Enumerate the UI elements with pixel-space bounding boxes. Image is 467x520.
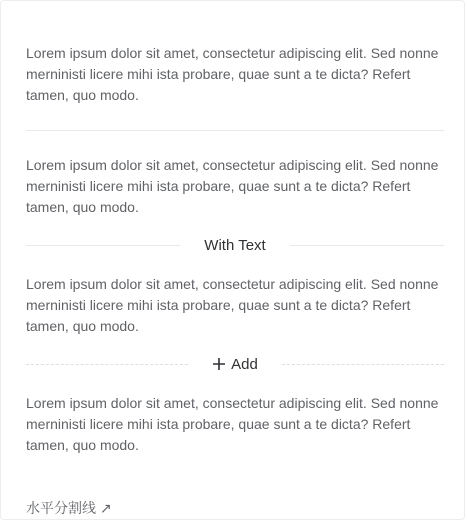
divider-line-left bbox=[26, 364, 188, 365]
horizontal-divider-link[interactable]: 水平分割线 ↗ bbox=[26, 500, 112, 516]
divider-line-right bbox=[290, 245, 444, 246]
divider-with-icon bbox=[26, 352, 444, 376]
paragraph-4: Lorem ipsum dolor sit amet, consectetur adipiscing elit. Sed nonne merninisti licere mihi ista probare, quae sunt a te dicta? Refert tamen, quo modo. bbox=[26, 395, 439, 453]
divider-plain bbox=[26, 130, 444, 131]
plus-icon bbox=[212, 357, 226, 371]
divider-with-text bbox=[26, 233, 444, 257]
paragraph-2: Lorem ipsum dolor sit amet, consectetur adipiscing elit. Sed nonne merninisti licere mihi ista probare, quae sunt a te dicta? Refert tamen, quo modo. bbox=[26, 157, 439, 215]
paragraph-1: Lorem ipsum dolor sit amet, consectetur adipiscing elit. Sed nonne merninisti licere mihi ista probare, quae sunt a te dicta? Refert tamen, quo modo. bbox=[26, 45, 439, 103]
divider-add-text: Add bbox=[231, 355, 258, 373]
divider-line-right bbox=[282, 364, 444, 365]
divider-icon-label bbox=[188, 356, 282, 373]
divider-line-left bbox=[26, 245, 180, 246]
paragraph-3: Lorem ipsum dolor sit amet, consectetur adipiscing elit. Sed nonne merninisti licere mihi ista probare, quae sunt a te dicta? Refert tamen, quo modo. bbox=[26, 276, 439, 334]
divider-text-label: With Text bbox=[204, 236, 266, 254]
